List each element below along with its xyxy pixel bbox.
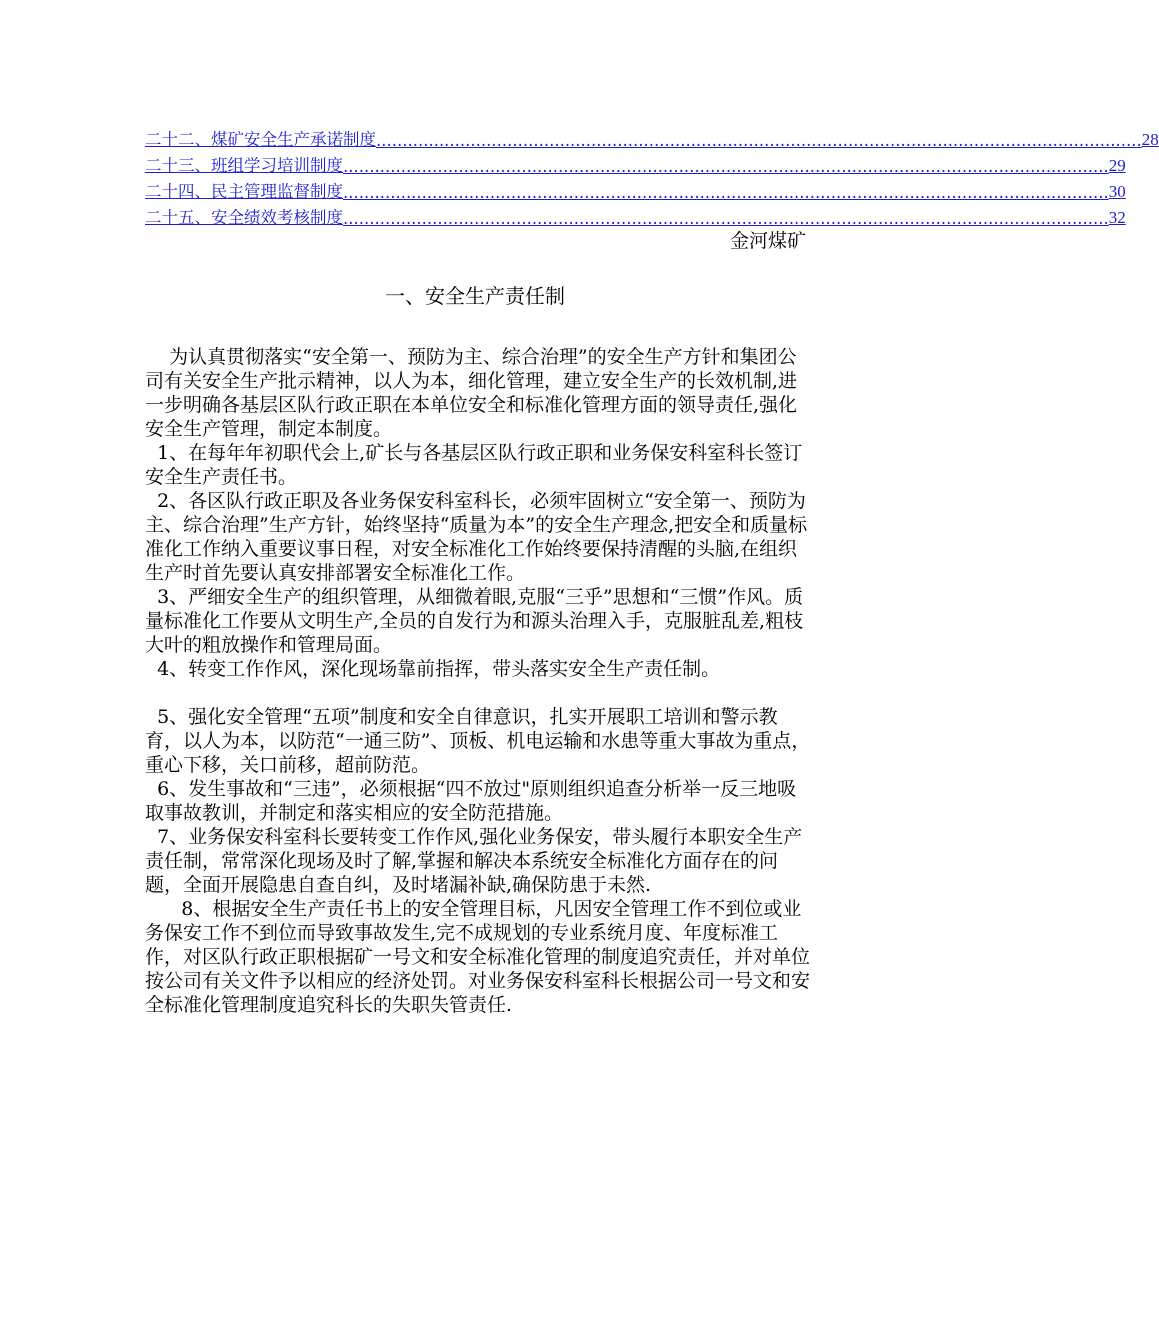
toc-entry-page[interactable]: 29 xyxy=(1108,156,1126,175)
toc-entry-title[interactable]: 二十三、班组学习培训制度 xyxy=(145,156,343,175)
table-of-contents xyxy=(145,124,1159,228)
paragraph-item-3: 3、严细安全生产的组织管理，从细微着眼,克服“三乎”思想和“三惯”作风。质量标准化工作要从文明生产,全员的自发行为和源头治理入手，克服脏乱差,粗枝大叶的粗放操作和管理局面。 xyxy=(145,586,804,656)
toc-entry-page[interactable]: 32 xyxy=(1108,208,1126,227)
toc-entry-title[interactable]: 二十五、安全绩效考核制度 xyxy=(145,208,343,227)
document-body xyxy=(145,345,815,1017)
toc-leader-dots: .................................................................................................................................................. xyxy=(376,131,1142,150)
paragraph-item-8: 8、根据安全生产责任书上的安全管理目标，凡因安全管理工作不到位或业务保安工作不到位而导致事故发生,完不成规划的专业系统月度、年度标准工作，对区队行政正职根据矿一号文和安全标准化管理的制度追究责任，并对单位按公司有关文件予以相应的经济处罚。对业务保安科室科长根据公司一号文和安全标准化管理制度追究科长的失职失管责任. xyxy=(145,898,811,1016)
toc-entry[interactable] xyxy=(145,202,1126,228)
paragraph-item-6: 6、发生事故和“三违”，必须根据“四不放过"原则组织追查分析举一反三地吸取事故教训，并制定和落实相应的安全防范措施。 xyxy=(145,778,797,824)
paragraph-item-2: 2、各区队行政正职及各业务保安科室科长，必须牢固树立“安全第一、预防为主、综合治理”生产方针，始终坚持“质量为本”的安全生产理念,把安全和质量标准化工作纳入重要议事日程，对安全标准化工作始终要保持清醒的头脑,在组织生产时首先要认真安排部署安全标准化工作。 xyxy=(145,490,808,584)
paragraph-item-5: 5、强化安全管理“五项”制度和安全自律意识，扎实开展职工培训和警示教育，以人为本，以防范“一通三防”、顶板、机电运输和水患等重大事故为重点，重心下移，关口前移，超前防范。 xyxy=(145,706,811,776)
toc-entry-page[interactable]: 28 xyxy=(1141,130,1159,149)
toc-leader-dots: .................................................................................................................................................. xyxy=(343,209,1109,228)
paragraph-intro: 为认真贯彻落实“安全第一、预防为主、综合治理”的安全生产方针和集团公司有关安全生产批示精神，以人为本，细化管理，建立安全生产的长效机制,进一步明确各基层区队行政正职在本单位安全和标准化管理方面的领导责任,强化安全生产管理，制定本制度。 xyxy=(145,346,798,440)
toc-leader-dots: .................................................................................................................................................. xyxy=(343,183,1109,202)
toc-entry-title[interactable]: 二十四、民主管理监督制度 xyxy=(145,182,343,201)
toc-leader-dots: .................................................................................................................................................. xyxy=(343,157,1109,176)
paragraph-item-7: 7、业务保安科室科长要转变工作作风,强化业务保安，带头履行本职安全生产责任制，常常深化现场及时了解,掌握和解决本系统安全标准化方面存在的问题，全面开展隐患自查自纠，及时堵漏补缺,确保防患于未然. xyxy=(145,826,803,896)
toc-entry-title[interactable]: 二十二、煤矿安全生产承诺制度 xyxy=(145,130,376,149)
organization-name: 金河煤矿 xyxy=(729,230,806,252)
blank-line xyxy=(145,681,815,705)
toc-entry[interactable] xyxy=(145,150,1126,176)
toc-entry[interactable] xyxy=(145,176,1126,202)
section-title: 一、安全生产责任制 xyxy=(385,284,565,308)
paragraph-item-1: 1、在每年年初职代会上,矿长与各基层区队行政正职和业务保安科室科长签订安全生产责任书。 xyxy=(145,442,803,488)
toc-entry-page[interactable]: 30 xyxy=(1108,182,1126,201)
toc-entry[interactable] xyxy=(145,124,1159,150)
paragraph-item-4: 4、转变工作作风，深化现场靠前指挥，带头落实安全生产责任制。 xyxy=(145,658,721,680)
